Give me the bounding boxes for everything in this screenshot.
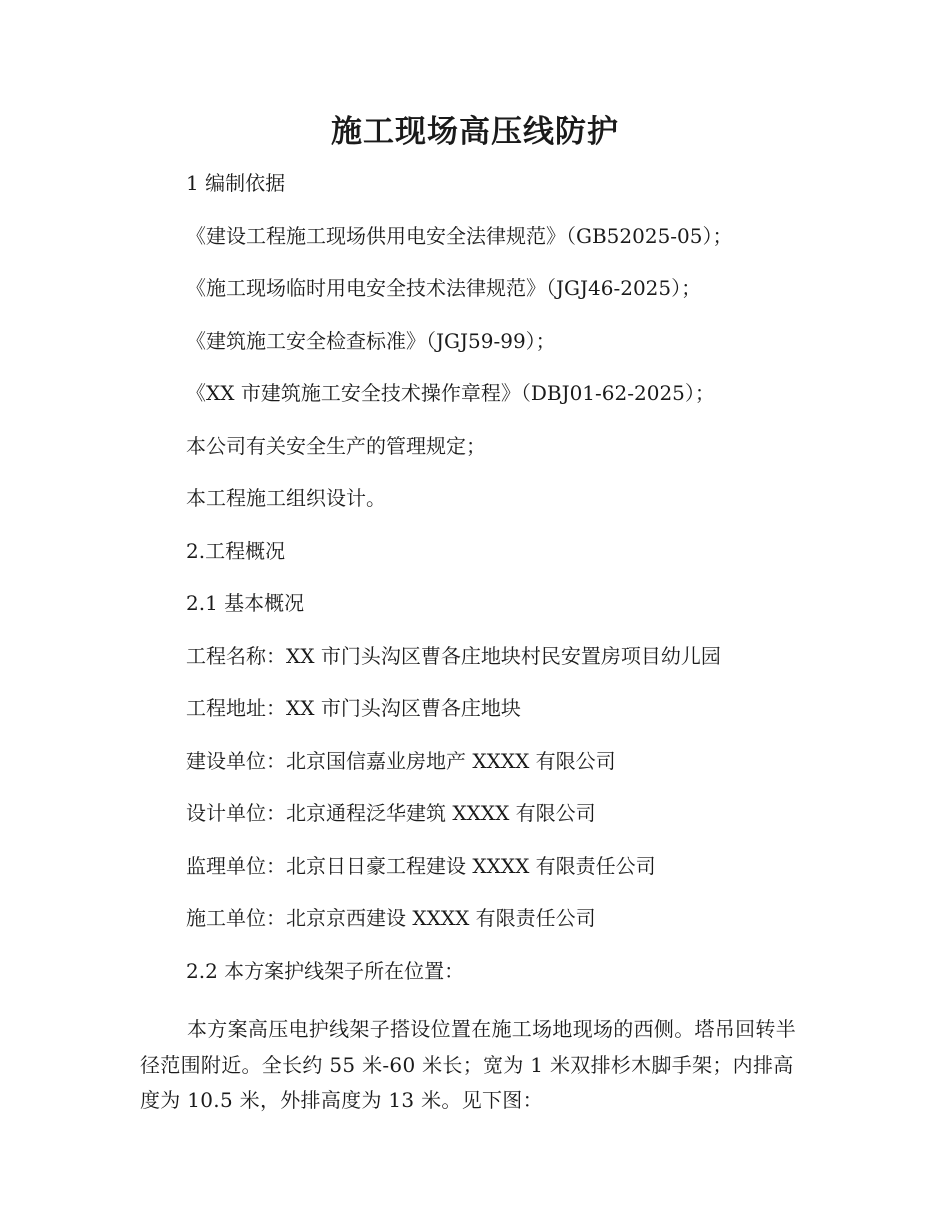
reference-item: 《建筑施工安全检查标准》（JGJ59-99）； — [186, 329, 556, 353]
subsection-heading-location: 2.2 本方案护线架子所在位置： — [186, 959, 465, 983]
section-heading-basis: 1 编制依据 — [186, 171, 286, 195]
reference-item: 《建设工程施工现场供用电安全法律规范》（GB52025-05）； — [186, 224, 733, 248]
location-description-paragraph: 本方案高压电护线架子搭设位置在施工场地现场的西侧。塔吊回转半径范围附近。全长约 55 米-60 米长；宽为 1 米双排杉木脚手架；内排高度为 10.5 米，外排高度为 13 米。见下图： — [140, 1017, 796, 1112]
project-info-line: 监理单位：北京日日豪工程建设 XXXX 有限责任公司 — [186, 854, 656, 878]
reference-item: 本公司有关安全生产的管理规定； — [186, 434, 486, 458]
reference-item: 《XX 市建筑施工安全技术操作章程》（DBJ01-62-2025）； — [186, 381, 715, 405]
reference-item: 《施工现场临时用电安全技术法律规范》（JGJ46-2025）； — [186, 276, 702, 300]
section-heading-overview: 2.工程概况 — [186, 539, 286, 563]
project-info-line: 建设单位：北京国信嘉业房地产 XXXX 有限公司 — [186, 749, 616, 773]
project-info-line: 设计单位：北京通程泛华建筑 XXXX 有限公司 — [186, 801, 596, 825]
project-info-line: 工程名称：XX 市门头沟区曹各庄地块村民安置房项目幼儿园 — [186, 644, 721, 668]
project-info-line: 工程地址：XX 市门头沟区曹各庄地块 — [186, 696, 521, 720]
document-title: 施工现场高压线防护 — [331, 114, 619, 150]
project-info-line: 施工单位：北京京西建设 XXXX 有限责任公司 — [186, 906, 596, 930]
reference-item: 本工程施工组织设计。 — [186, 486, 386, 510]
subsection-heading-basic: 2.1 基本概况 — [186, 591, 305, 615]
